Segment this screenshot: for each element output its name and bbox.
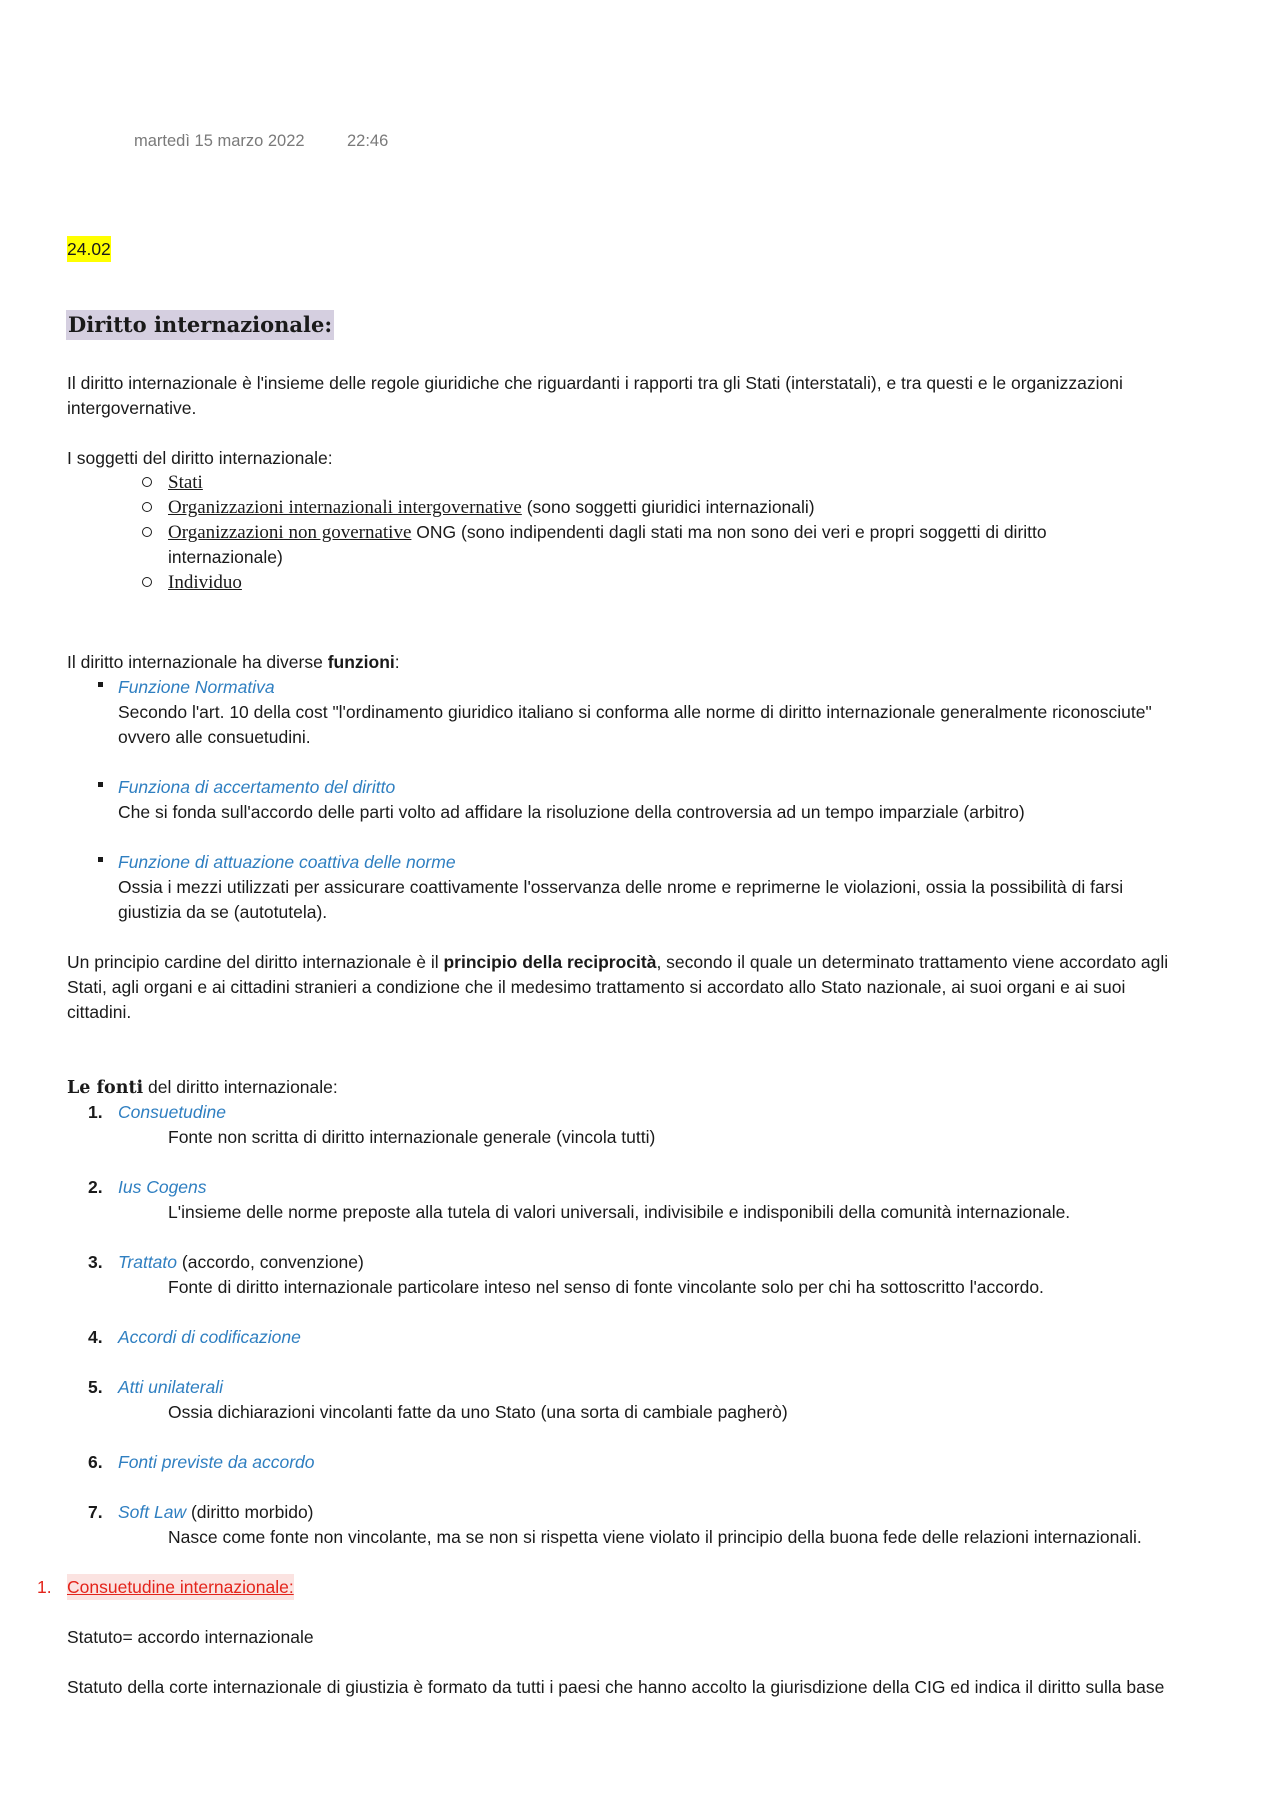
reciprocity-line-1: Un principio cardine del diritto internazionale è il principio della reciprocità, secondo il quale un determinato trattamento viene accordato agli [67, 952, 1169, 972]
sources-heading: Le fonti del diritto internazionale: [67, 1077, 338, 1098]
circle-bullet-icon [142, 527, 152, 537]
page-title: Diritto internazionale: [66, 310, 334, 340]
source-number: 6. [88, 1452, 103, 1472]
function-desc: Che si fonda sull'accordo delle parti volto ad affidare la risoluzione della controversia ad un tempo imparziale (arbitro) [118, 802, 1025, 822]
source-desc: Ossia dichiarazioni vincolanti fatte da uno Stato (una sorta di cambiale pagherò) [168, 1402, 788, 1422]
source-desc: Fonte non scritta di diritto internazionale generale (vincola tutti) [168, 1127, 656, 1147]
square-bullet-icon [98, 782, 103, 787]
source-number: 5. [88, 1377, 103, 1397]
source-desc: Fonte di diritto internazionale particolare inteso nel senso di fonte vincolante solo per chi ha sottoscritto l'accordo. [168, 1277, 1044, 1297]
source-number: 7. [88, 1502, 103, 1522]
function-desc: ovvero alle consuetudini. [118, 727, 311, 747]
subjects-heading: I soggetti del diritto internazionale: [67, 448, 333, 468]
function-title: Funzione Normativa [118, 677, 275, 697]
subject-item: Organizzazioni non governative ONG (sono indipendenti dagli stati ma non sono dei veri e propri soggetti di diritto [168, 522, 1047, 543]
source-title: Consuetudine [118, 1102, 226, 1122]
source-desc: L'insieme delle norme preposte alla tutela di valori universali, indivisibile e indisponibili della comunità internazionale. [168, 1202, 1071, 1222]
statuto-desc: Statuto della corte internazionale di giustizia è formato da tutti i paesi che hanno accolto la giurisdizione della CIG ed indica il diritto sulla base [67, 1677, 1165, 1697]
source-title-line: Soft Law (diritto morbido) [118, 1502, 314, 1522]
reciprocity-line-2: Stati, agli organi e ai cittadini stranieri a condizione che il medesimo trattamento si accordato allo Stato nazionale, ai suoi organi e ai suoi [67, 977, 1126, 997]
source-title: Atti unilaterali [118, 1377, 224, 1397]
source-title-line: Trattato (accordo, convenzione) [118, 1252, 364, 1272]
circle-bullet-icon [142, 577, 152, 587]
date-tag: 24.02 [67, 236, 111, 262]
source-title: Fonti previste da accordo [118, 1452, 315, 1472]
source-title: Accordi di codificazione [118, 1327, 301, 1347]
intro-line-2: intergovernative. [67, 398, 197, 418]
subject-item-cont: internazionale) [168, 547, 283, 567]
source-desc: Nasce come fonte non vincolante, ma se non si rispetta viene violato il principio della buona fede delle relazioni internazionali. [168, 1527, 1142, 1547]
functions-heading: Il diritto internazionale ha diverse funzioni: [67, 652, 400, 672]
square-bullet-icon [98, 682, 103, 687]
statuto-line: Statuto= accordo internazionale [67, 1627, 314, 1647]
section-title: Consuetudine internazionale: [67, 1574, 294, 1600]
subject-item: Individuo [168, 572, 242, 593]
source-number: 2. [88, 1177, 103, 1197]
function-title: Funziona di accertamento del diritto [118, 777, 396, 797]
circle-bullet-icon [142, 502, 152, 512]
function-desc: Secondo l'art. 10 della cost "l'ordinamento giuridico italiano si conforma alle norme di diritto internazionale generalmente riconosciute" [118, 702, 1152, 722]
source-title: Ius Cogens [118, 1177, 207, 1197]
note-time: 22:46 [347, 132, 389, 150]
source-number: 1. [88, 1102, 103, 1122]
section-number: 1. [37, 1577, 52, 1597]
function-title: Funzione di attuazione coattiva delle norme [118, 852, 456, 872]
circle-bullet-icon [142, 477, 152, 487]
note-date: martedì 15 marzo 2022 [134, 132, 305, 150]
source-number: 4. [88, 1327, 103, 1347]
source-number: 3. [88, 1252, 103, 1272]
function-desc: giustizia da se (autotutela). [118, 902, 328, 922]
subject-item: Organizzazioni internazionali intergovernative (sono soggetti giuridici internazionali) [168, 497, 815, 518]
subject-item: Stati [168, 472, 203, 493]
square-bullet-icon [98, 857, 103, 862]
intro-line-1: Il diritto internazionale è l'insieme delle regole giuridiche che riguardanti i rapporti tra gli Stati (interstatali), e tra questi e le organizzazioni [67, 373, 1123, 393]
function-desc: Ossia i mezzi utilizzati per assicurare coattivamente l'osservanza delle nrome e reprimerne le violazioni, ossia la possibilità di farsi [118, 877, 1124, 897]
reciprocity-line-3: cittadini. [67, 1002, 132, 1022]
